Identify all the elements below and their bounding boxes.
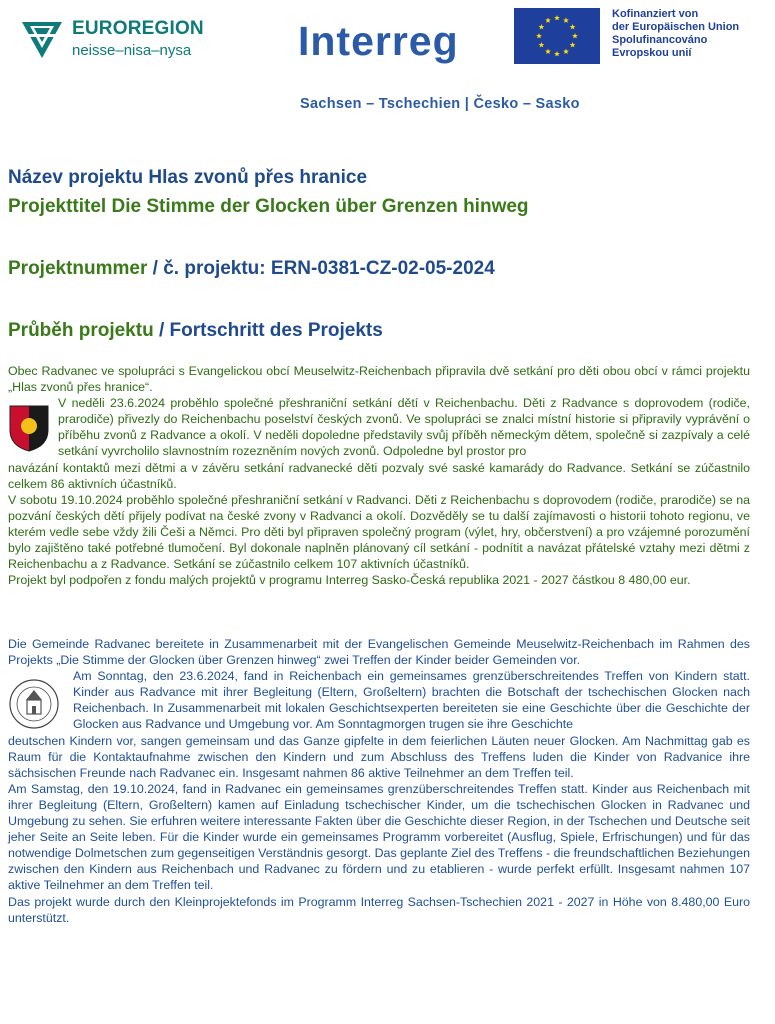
de-paragraph-2b: deutschen Kindern vor, sangen gemeinsam und das Ganze gipfelte in dem feierlichen Läuten neuer Glocken. Am Nachmittag gab es Raum für die Kontaktaufnahme zwischen den Kindern und zum Abschluss des Treffens luden die Kinder von Radvanice ihre sächsischen Freunde nach Radvanec ein. Insgesamt nahmen 86 aktive Teilnehmer an dem Treffen teil. <box>8 733 750 780</box>
euroregion-logo <box>20 14 220 70</box>
eu-star-icon <box>563 17 569 22</box>
progress-heading-cz: Průběh projektu <box>8 320 154 341</box>
cz-paragraph-2b: navázání kontaktů mezi dětmi a v závěru setkání radvanecké děti pozvaly své saské kamarády do Radvance. Setkání se zúčastnilo celkem 86 aktivních účastníků. <box>8 460 750 491</box>
cz-paragraph-4: Projekt byl podpořen z fondu malých projektů v programu Interreg Sasko-Česká republika 2021 - 2027 částkou 8 480,00 eur. <box>8 573 691 588</box>
project-name-de: Projekttitel Die Stimme der Glocken über Grenzen hinweg <box>8 196 529 217</box>
cz-paragraph-2a: V neděli 23.6.2024 proběhlo společné přeshraniční setkání dětí v Reichenbachu. Děti z Radvance s doprovodem (rodiče, prarodiče) přivezly do Reichenbachu poselství českých zvonů. Ve spolupráci se znalci místní historie si připravily vyprávění o příběhu zvonů z Radvance a okolí. V neděli dopoledne představily svůj příběh německým dětem, společně si zazpívaly a celé setkání vyvrcholilo slavnostním rozezněním nových zvonů. Odpoledne byl prostor pro <box>58 396 750 459</box>
progress-heading <box>8 320 383 342</box>
cz-text-block <box>8 363 750 588</box>
eu-star-icon <box>563 49 569 54</box>
project-number <box>8 258 495 280</box>
eu-star-icon <box>539 42 545 47</box>
eu-star-icon <box>545 17 551 22</box>
euroregion-title: EUROREGION <box>72 18 204 39</box>
eu-cofinanced-text <box>612 8 739 60</box>
cz-paragraph-3: V sobotu 19.10.2024 proběhlo společné přeshraniční setkání v Radvanci. Děti z Reichenbachu s doprovodem (rodiče, prarodiče) se na pozvání českých dětí přijely podívat na české zvony v Radvanci a okolí. Dozvěděly se tu další zajímavosti o historii tohoto regionu, ve kterém vedle sebe vždy žili Češi a Němci. Pro děti byl připraven společný program (výlet, hry, občerstvení) a pro vzájemné porozumění bylo zajištěno také potřebné tlumočení. Byl dokonale naplněn plánovaný cíl setkání - podnítit a navázat přátelské vztahy mezi dětmi z Reichenbachu a z Radvance. Setkání se zúčastnilo celkem 107 aktivních účastníků. <box>8 492 750 572</box>
eu-star-icon <box>554 15 560 20</box>
de-paragraph-2a: Am Sonntag, den 23.6.2024, fand in Reichenbach ein gemeinsames grenzüberschreitendes Treffen von Kindern statt. Kinder aus Radvance mit ihrer Begleitung (Eltern, Großeltern) brachten die Botschaft der tschechischen Glocken nach Reichenbach. In Zusammenarbeit mit lokalen Geschichtsexperten bereiteten sie eine Geschichte über die Geschichte der Glocken aus Radvance und Umgebung vor. Am Sonntagmorgen trugen sie ihre Geschichte <box>73 669 750 732</box>
eu-line-4: Evropskou unií <box>612 47 692 59</box>
eu-star-icon <box>554 51 560 56</box>
eu-star-icon <box>570 42 576 47</box>
eu-star-icon <box>572 33 578 38</box>
eu-line-3: Spolufinancováno <box>612 34 708 46</box>
cz-paragraph-1: Obec Radvanec ve spolupráci s Evangelickou obcí Meuselwitz-Reichenbach připravila dvě setkání pro děti obou obcí v rámci projektu „Hlas zvonů přes hranice“. <box>8 364 750 395</box>
eu-star-icon <box>570 24 576 29</box>
interreg-logo: Interreg <box>298 18 459 64</box>
de-text-block <box>8 636 750 926</box>
project-number-label: Projektnummer <box>8 258 148 279</box>
de-paragraph-4: Das projekt wurde durch den Kleinprojektefonds im Programm Interreg Sachsen-Tschechien 2021 - 2027 in Höhe von 8.480,00 Euro unterstützt. <box>8 894 750 925</box>
eu-line-1: Kofinanziert von <box>612 8 699 20</box>
de-paragraph-1: Die Gemeinde Radvanec bereitete in Zusammenarbeit mit der Evangelischen Gemeinde Meuselwitz-Reichenbach im Rahmen des Projekts „Die Stimme der Glocken über Grenzen hinweg“ zwei Treffen der Kinder beider Gemeinden vor. <box>8 637 750 668</box>
euroregion-mark-icon <box>20 18 64 62</box>
page-header <box>0 0 775 120</box>
eu-star-icon <box>536 33 542 38</box>
project-name-cz: Název projektu Hlas zvonů přes hranice <box>8 167 368 188</box>
eu-star-icon <box>539 24 545 29</box>
eu-star-icon <box>545 49 551 54</box>
eu-line-2: der Europäischen Union <box>612 21 740 33</box>
project-number-value: / č. projektu: ERN-0381-CZ-02-05-2024 <box>147 258 495 279</box>
progress-heading-de: / Fortschritt des Projekts <box>153 320 383 341</box>
region-line: Sachsen – Tschechien | Česko – Sasko <box>300 96 580 112</box>
eu-flag-icon <box>514 8 600 64</box>
euroregion-subtitle: neisse–nisa–nysa <box>72 42 192 59</box>
de-paragraph-3: Am Samstag, den 19.10.2024, fand in Radvanec ein gemeinsames grenzüberschreitendes Treffen statt. Kinder aus Reichenbach mit ihrer Begleitung (Eltern, Großeltern) kamen auf Einladung tschechischer Kinder, um die tschechischen Glocken in Radvanec und Umgebung zu sehen. Sie erfuhren weitere interessante Fakten über die Geschichte dieser Region, in der Tschechen und Deutsche seit jeher Seite an Seite leben. Für die Kinder wurde ein gemeinsames Programm vorbereitet (Ausflug, Spiele, Erfrischungen) und für das notwendige Dolmetschen zum gegenseitigen Verständnis gesorgt. Das geplante Ziel des Treffens - die freundschaftlichen Beziehungen zwischen den Kindern aus Reichenbach und Radvanec zu fördern und zu etablieren - wurde perfekt erfüllt. Insgesamt nahmen 107 aktive Teilnehmer an dem Treffen teil. <box>8 781 750 893</box>
